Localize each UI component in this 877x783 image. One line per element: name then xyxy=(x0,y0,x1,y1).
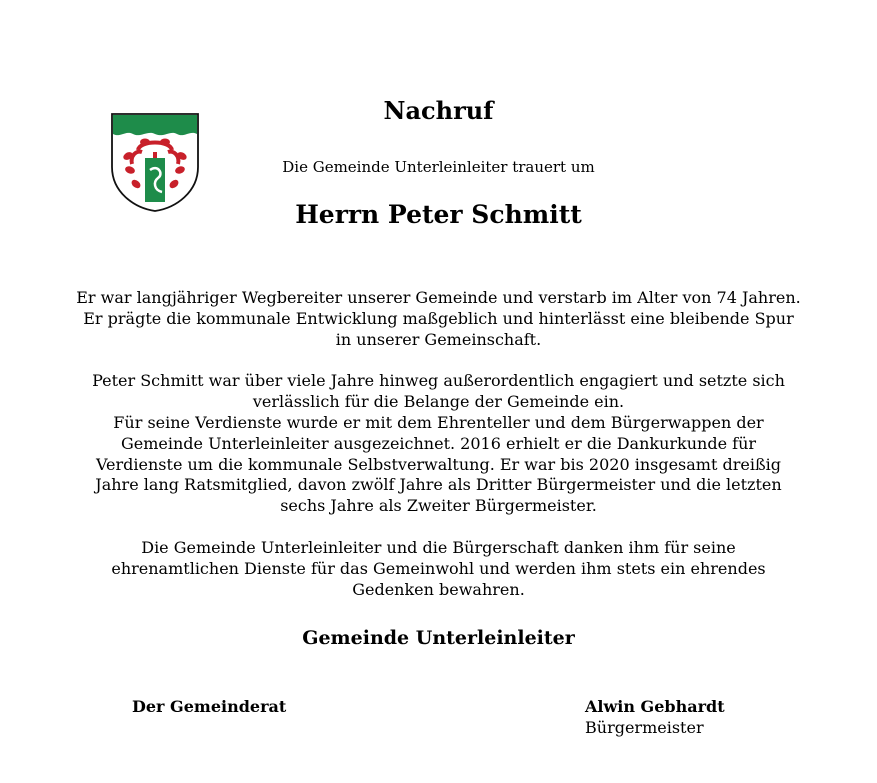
page-title: Nachruf xyxy=(383,96,494,125)
signature-mayor-title: Bürgermeister xyxy=(585,718,704,737)
intro-line: Die Gemeinde Unterleinleiter trauert um xyxy=(282,158,595,176)
signature-mayor-name: Alwin Gebhardt xyxy=(585,697,725,716)
paragraph-2b: Für seine Verdienste wurde er mit dem Ehrenteller und dem Bürgerwappen der Gemeinde Unterleinleiter ausgezeichnet. 2016 erhielt er die Dankurkunde für Verdienste um die kommunale Selbstverwaltung. Er war bis 2020 insgesamt dreißig Jahre lang Ratsmitglied, davon zwölf Jahre als Dritter Bürgermeister und die letzten sechs Jahre als Zweiter Bürgermeister. xyxy=(95,412,782,516)
deceased-name: Herrn Peter Schmitt xyxy=(295,200,582,229)
paragraph-1: Er war langjähriger Wegbereiter unserer Gemeinde und verstarb im Alter von 74 Jahren. Er prägte die kommunale Entwicklung maßgeblich und hinterlässt eine bleibende Spur in unserer Gemeinschaft. xyxy=(76,288,801,349)
paragraph-2a: Peter Schmitt war über viele Jahre hinweg außerordentlich engagiert und setzte sich verlässlich für die Belange der Gemeinde ein. xyxy=(92,371,785,412)
organization-name: Gemeinde Unterleinleiter xyxy=(302,627,575,649)
obituary-body xyxy=(76,288,801,600)
paragraph-3: Die Gemeinde Unterleinleiter und die Bürgerschaft danken ihm für seine ehrenamtlichen Dienste für das Gemeinwohl und werden ihm stets ein ehrendes Gedenken bewahren. xyxy=(111,537,766,599)
signature-council: Der Gemeinderat xyxy=(132,697,287,716)
